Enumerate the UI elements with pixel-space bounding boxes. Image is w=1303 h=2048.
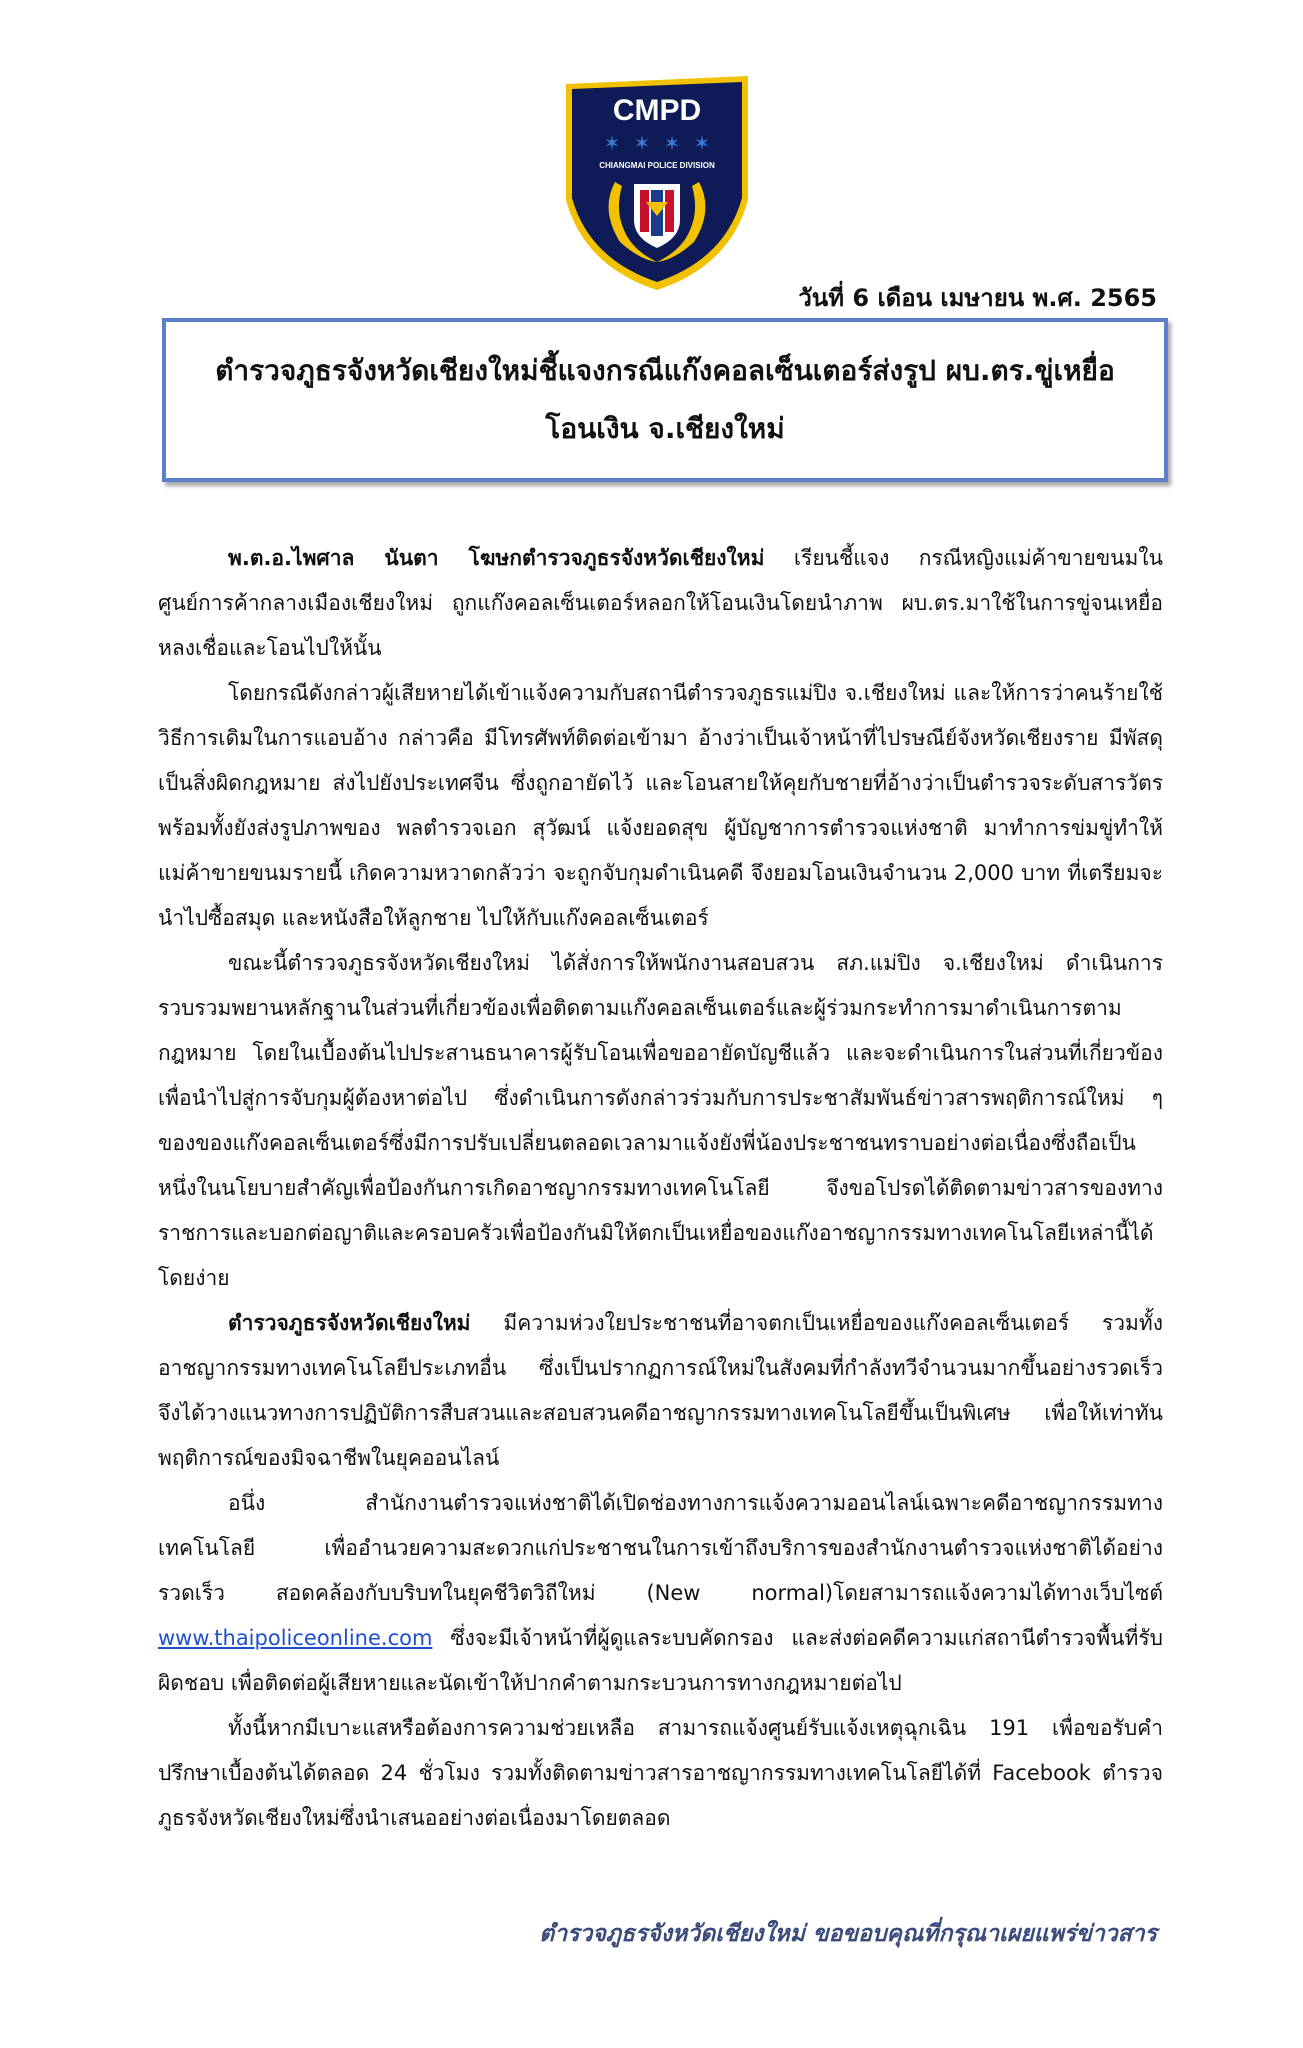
paragraph-3: ขณะนี้ตำรวจภูธรจังหวัดเชียงใหม่ ได้สั่งการให้พนักงานสอบสวน สภ.แม่ปิง จ.เชียงใหม่ ดำเนินการรวบรวมพยานหลักฐานในส่วนที่เกี่ยวข้องเพื่อติดตามแก๊งคอลเซ็นเตอร์และผู้ร่วมกระทำการมาดำเนินการตามกฎหมาย โดยในเบื้องต้นไปประสานธนาคารผู้รับโอนเพื่อขออายัดบัญชีแล้ว และจะดำเนินการในส่วนที่เกี่ยวข้องเพื่อนำไปสู่การจับกุมผู้ต้องหาต่อไป ซึ่งดำเนินการดังกล่าวร่วมกับการประชาสัมพันธ์ข่าวสารพฤติการณ์ใหม่ ๆ ของของแก๊งคอลเซ็นเตอร์ซึ่งมีการปรับเปลี่ยนตลอดเวลามาแจ้งยังพี่น้องประชาชนทราบอย่างต่อเนื่องซึ่งถือเป็นหนึ่งในนโยบายสำคัญเพื่อป้องกันการเกิดอาชญากรรมทางเทคโนโลยี จึงขอโปรดได้ติดตามข่าวสารของทางราชการและบอกต่อญาติและครอบครัวเพื่อป้องกันมิให้ตกเป็นเหยื่อของแก๊งอาชญากรรมทางเทคโนโลยีเหล่านี้ได้โดยง่าย (158, 951, 1163, 1290)
document-date: วันที่ 6 เดือน เมษายน พ.ศ. 2565 (798, 284, 1157, 312)
document-title: ตำรวจภูธรจังหวัดเชียงใหม่ชี้แจงกรณีแก๊งคอลเซ็นเตอร์ส่งรูป ผบ.ตร.ขู่เหยื่อโอนเงิน จ.เชียงใหม่ (215, 354, 1115, 445)
document-body (158, 536, 1163, 1841)
closing-note: ตำรวจภูธรจังหวัดเชียงใหม่ ขอขอบคุณที่กรุณาเผยแพร่ข่าวสาร (539, 1921, 1157, 1947)
svg-text:✶: ✶ (693, 131, 711, 155)
agency-name: ตำรวจภูธรจังหวัดเชียงใหม่ (228, 1311, 471, 1335)
cmpd-logo (560, 70, 754, 294)
logo-subtext: CHIANGMAI POLICE DIVISION (599, 161, 715, 170)
logo-text: CMPD (612, 94, 702, 127)
police-online-link[interactable]: www.thaipoliceonline.com (158, 1626, 433, 1650)
paragraph-1 (158, 536, 1163, 671)
title-box (162, 318, 1168, 482)
paragraph-5-text-after: ซึ่งจะมีเจ้าหน้าที่ผู้ดูแลระบบคัดกรอง และส่งต่อคดีความแก่สถานีตำรวจพื้นที่รับผิดชอบ เพื่อติดต่อผู้เสียหายและนัดเข้าให้ปากคำตามกระบวนการทางกฎหมายต่อไป (158, 1626, 1163, 1695)
paragraph-4-text: มีความห่วงใยประชาชนที่อาจตกเป็นเหยื่อของแก๊งคอลเซ็นเตอร์ รวมทั้งอาชญากรรมทางเทคโนโลยีประเภทอื่น ซึ่งเป็นปรากฏการณ์ใหม่ในสังคมที่กำลังทวีจำนวนมากขึ้นอย่างรวดเร็ว จึงได้วางแนวทางการปฏิบัติการสืบสวนและสอบสวนคดีอาชญากรรมทางเทคโนโลยีขึ้นเป็นพิเศษ เพื่อให้เท่าทันพฤติการณ์ของมิจฉาชีพในยุคออนไลน์ (158, 1311, 1163, 1470)
paragraph-5-text: อนึ่ง สำนักงานตำรวจแห่งชาติได้เปิดช่องทางการแจ้งความออนไลน์เฉพาะคดีอาชญากรรมทางเทคโนโลยี เพื่ออำนวยความสะดวกแก่ประชาชนในการเข้าถึงบริการของสำนักงานตำรวจแห่งชาติได้อย่างรวดเร็ว สอดคล้องกับบริบทในยุคชีวิตวิถีใหม่ (New normal)โดยสามารถแจ้งความได้ทางเว็บไซต์ (158, 1491, 1163, 1605)
paragraph-4 (158, 1301, 1163, 1481)
spokesperson-name: พ.ต.อ.ไพศาล นันตา โฆษกตำรวจภูธรจังหวัดเชียงใหม่ (228, 546, 765, 570)
paragraph-6: ทั้งนี้หากมีเบาะแสหรือต้องการความช่วยเหลือ สามารถแจ้งศูนย์รับแจ้งเหตุฉุกเฉิน 191 เพื่อขอรับคำปรึกษาเบื้องต้นได้ตลอด 24 ชั่วโมง รวมทั้งติดตามข่าวสารอาชญากรรมทางเทคโนโลยีได้ที่ Facebook ตำรวจภูธรจังหวัดเชียงใหม่ซึ่งนำเสนออย่างต่อเนื่องมาโดยตลอด (158, 1716, 1163, 1830)
svg-text:✶: ✶ (663, 131, 681, 155)
paragraph-1-text: เรียนชี้แจง กรณีหญิงแม่ค้าขายขนมในศูนย์การค้ากลางเมืองเชียงใหม่ ถูกแก๊งคอลเซ็นเตอร์หลอกให้โอนเงินโดยนำภาพ ผบ.ตร.มาใช้ในการขู่จนเหยื่อหลงเชื่อและโอนไปให้นั้น (158, 546, 1163, 660)
svg-text:✶: ✶ (633, 131, 651, 155)
svg-text:✶: ✶ (603, 131, 621, 155)
paragraph-5 (158, 1481, 1163, 1706)
paragraph-2: โดยกรณีดังกล่าวผู้เสียหายได้เข้าแจ้งความกับสถานีตำรวจภูธรแม่ปิง จ.เชียงใหม่ และให้การว่าคนร้ายใช้วิธีการเดิมในการแอบอ้าง กล่าวคือ มีโทรศัพท์ติดต่อเข้ามา อ้างว่าเป็นเจ้าหน้าที่ไปรษณีย์จังหวัดเชียงราย มีพัสดุเป็นสิ่งผิดกฎหมาย ส่งไปยังประเทศจีน ซึ่งถูกอายัดไว้ และโอนสายให้คุยกับชายที่อ้างว่าเป็นตำรวจระดับสารวัตร พร้อมทั้งยังส่งรูปภาพของ พลตำรวจเอก สุวัฒน์ แจ้งยอดสุข ผู้บัญชาการตำรวจแห่งชาติ มาทำการข่มขู่ทำให้แม่ค้าขายขนมรายนี้ เกิดความหวาดกลัวว่า จะถูกจับกุมดำเนินคดี จึงยอมโอนเงินจำนวน 2,000 บาท ที่เตรียมจะนำไปซื้อสมุด และหนังสือให้ลูกชาย ไปให้กับแก๊งคอลเซ็นเตอร์ (158, 681, 1163, 930)
